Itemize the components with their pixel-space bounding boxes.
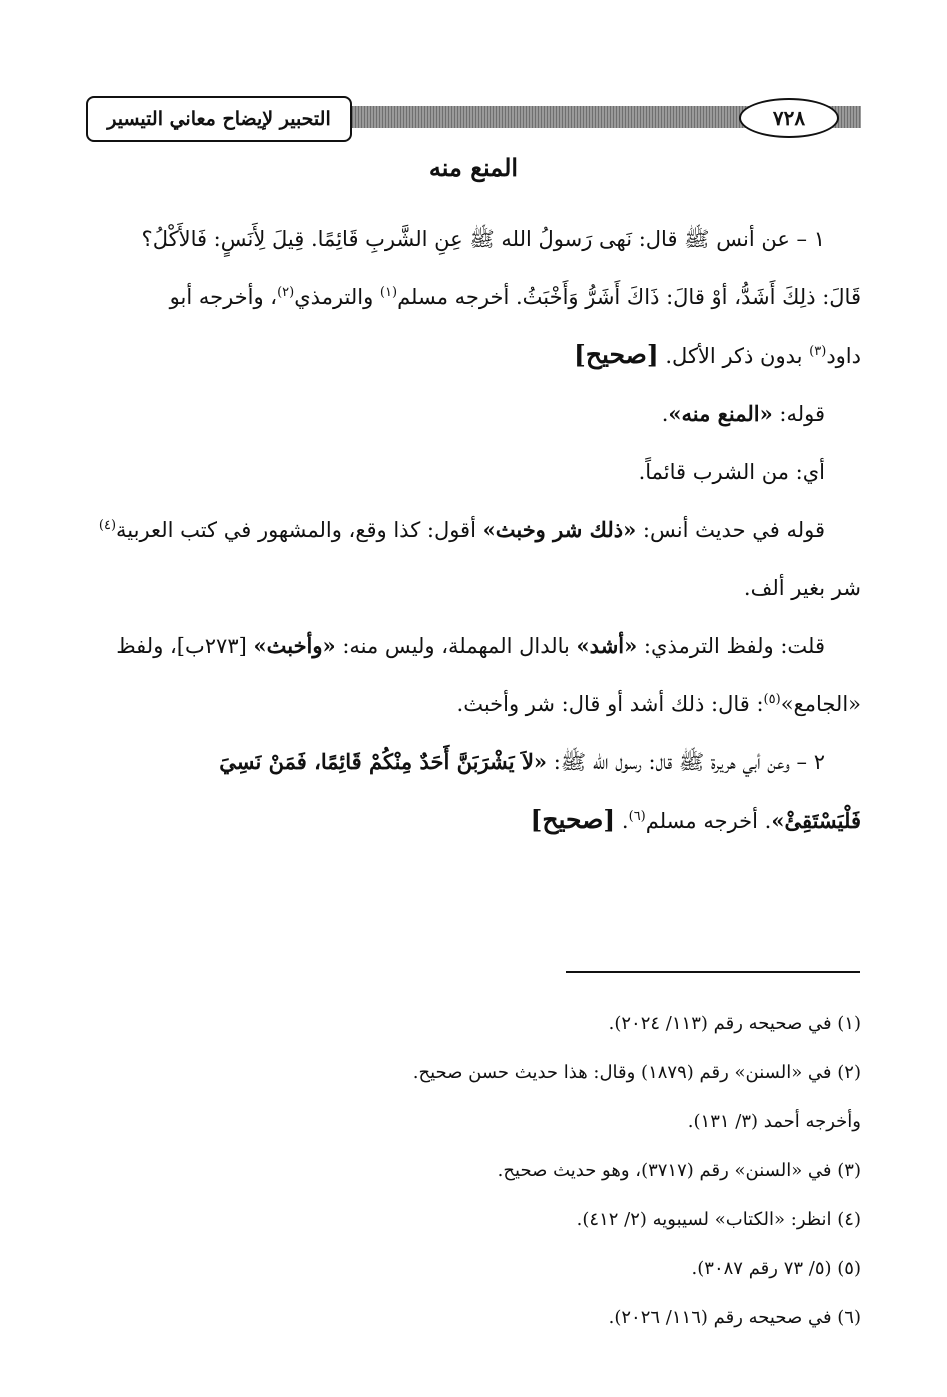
commentary-text: «الجامع» <box>780 692 861 716</box>
book-title: التحبير لإيضاح معاني التيسير <box>86 96 352 142</box>
footnote-5: (٥) (٥/ ٧٣ رقم ٣٠٨٧). <box>691 1258 861 1279</box>
commentary-text: شر بغير ألف. <box>743 576 861 600</box>
hadith-2-quote: فَلْيَسْتَقِئْ» <box>771 808 861 833</box>
footnote-ref-4[interactable]: (٤) <box>98 518 117 533</box>
commentary-text: قوله في حديث أنس: <box>636 518 825 542</box>
hadith-2-line-2 <box>86 791 861 850</box>
main-text <box>86 150 861 850</box>
hadith-1-text-2a: قَالَ: ذلِكَ أَشَدُّ، أوْ قالَ: ذَاكَ أَشَرُّ وَأَخْبَثُ. أخرجه مسلم <box>397 285 861 309</box>
commentary-jami <box>86 675 861 733</box>
quoted-phrase: «أشد» <box>576 633 638 658</box>
commentary-qult <box>86 617 861 675</box>
footnote-1: (١) في صحيحه رقم (١١٣/ ٢٠٢٤). <box>608 1013 861 1034</box>
commentary-ay <box>86 443 861 501</box>
footnote-divider <box>566 971 860 973</box>
commentary-qawluh <box>86 385 861 443</box>
commentary-text: . <box>661 402 669 426</box>
footnote-3: (٣) في «السنن» رقم (٣٧١٧)، وهو حديث صحيح. <box>497 1160 861 1181</box>
footnote-4: (٤) انظر: «الكتاب» لسيبويه (٢/ ٤١٢). <box>576 1209 861 1230</box>
grading-label: [صحيح] <box>573 340 659 369</box>
footnotes <box>86 1008 861 1351</box>
quoted-phrase: «وأخبث» <box>253 633 336 658</box>
hadith-1-text-2c: ، وأخرجه أبو <box>169 285 278 309</box>
hadith-1-text: ١ – عن أنس ﷺ قال: نَهى رَسولُ الله ﷺ عِنِ الشَّربِ قَائِمًا. قِيلَ لِأَنَسٍ: فَالأَكْلُ؟ <box>141 227 825 251</box>
hadith-2-line-1 <box>86 733 861 791</box>
quoted-phrase: «ذلك شر وخبث» <box>482 517 637 542</box>
hadith-1-text-2b: والترمذي <box>294 285 380 309</box>
commentary-anas-line-1 <box>86 501 861 559</box>
hadith-1-line-2 <box>86 268 861 326</box>
footnote-2-cont: وأخرجه أحمد (٣/ ١٣١). <box>687 1111 861 1132</box>
commentary-anas-line-2 <box>86 559 861 617</box>
footnote-ref-3[interactable]: (٣) <box>809 344 827 359</box>
footnote-ref-5[interactable]: (٥) <box>763 692 781 707</box>
footnote-6: (٦) في صحيحه رقم (١١٦/ ٢٠٢٦). <box>608 1307 861 1328</box>
footnote-ref-6[interactable]: (٦) <box>628 809 646 824</box>
commentary-text: [٢٧٣ب]، ولفظ <box>116 634 254 658</box>
commentary-text: بالدال المهملة، وليس منه: <box>335 634 577 658</box>
hadith-1-text-3b: بدون ذكر الأكل. <box>658 344 810 368</box>
running-header <box>86 96 861 142</box>
hadith-2-text: . <box>615 809 629 833</box>
footnote-ref-2[interactable]: (٢) <box>277 285 295 300</box>
footnote-ref-1[interactable]: (١) <box>379 285 398 300</box>
commentary-text: : قال: ذلك أشد أو قال: شر وأخبث. <box>456 692 764 716</box>
hadith-1-line-3 <box>86 326 861 385</box>
commentary-text: أي: من الشرب قائماً. <box>638 460 825 484</box>
hadith-2-quote: «لاَ يَشْرَبَنَّ أَحَدٌ مِنْكُمْ قَائِمًا، فَمَنْ نَسِيَ <box>219 749 548 774</box>
page-number: ٧٢٨ <box>739 98 839 138</box>
commentary-text: قلت: ولفظ الترمذي: <box>637 634 825 658</box>
commentary-text: أقول: كذا وقع، والمشهور في كتب العربية <box>116 518 483 542</box>
footnote-2: (٢) في «السنن» رقم (١٨٧٩) وقال: هذا حديث حسن صحيح. <box>412 1062 861 1083</box>
hadith-1-text-3a: داود <box>826 344 861 368</box>
hadith-2-text: . أخرجه مسلم <box>645 809 772 833</box>
hadith-2-text: ٢ – وعن أبي هريرة ﷺ قال: رسول الله ﷺ: <box>547 750 825 774</box>
grading-label: [صحيح] <box>530 805 616 834</box>
hadith-1-line-1 <box>86 210 861 268</box>
commentary-text: قوله: <box>772 402 825 426</box>
section-heading: المنع منه <box>428 153 519 182</box>
quoted-phrase: «المنع منه» <box>668 401 773 426</box>
